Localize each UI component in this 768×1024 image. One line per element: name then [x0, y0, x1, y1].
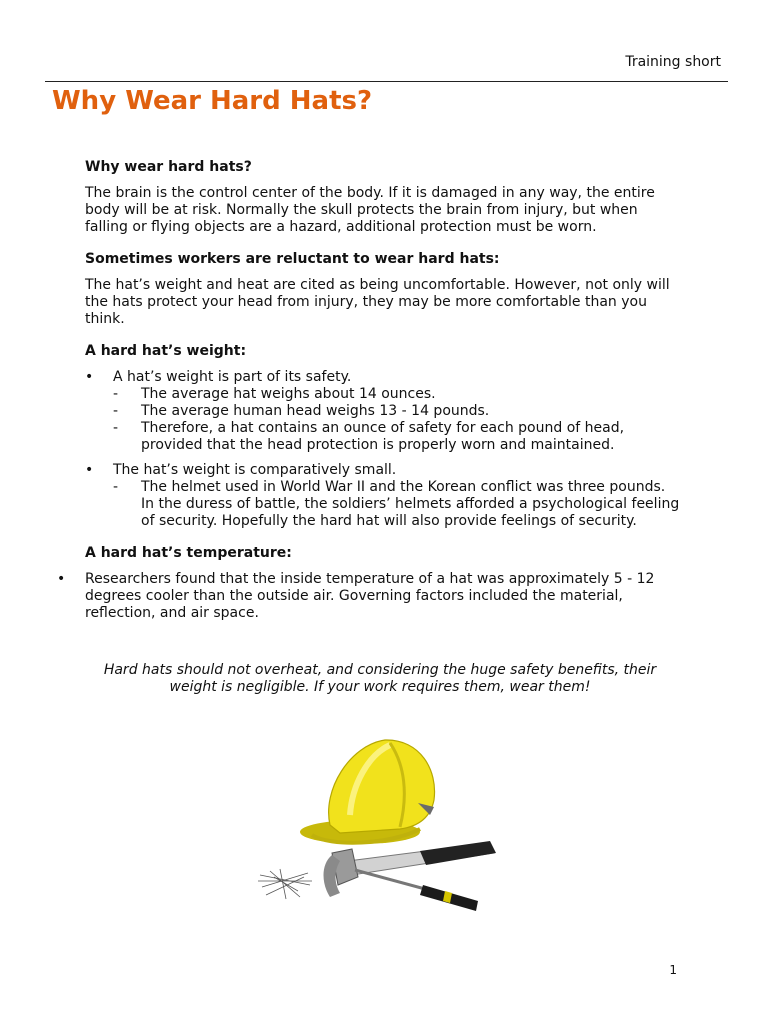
sub-item-text: The average hat weighs about 14 ounces.: [141, 386, 436, 402]
page-title: Why Wear Hard Hats?: [52, 86, 373, 116]
document-body: [57, 159, 680, 622]
sub-list: [113, 479, 680, 530]
dash-glyph: -: [113, 403, 119, 419]
screwdriver-icon: [355, 870, 478, 911]
section-heading-intro: Why wear hard hats?: [85, 159, 252, 175]
section-body-reluctant: The hat’s weight and heat are cited as being uncomfortable. However, not only will the hats protect your head from injury, they may be more comfortable than you think.: [85, 277, 670, 327]
closing-quote: Hard hats should not overheat, and considering the huge safety benefits, their weight is negligible. If your work requires them, wear them!: [103, 662, 657, 695]
sub-item-text: The average human head weighs 13 - 14 pounds.: [141, 403, 490, 419]
bullet-text: A hat’s weight is part of its safety.: [113, 369, 352, 385]
sub-list-item: [113, 403, 680, 420]
bullet-text: The hat’s weight is comparatively small.: [113, 462, 397, 478]
bullet-text: Researchers found that the inside temperature of a hat was approximately 5 - 12 degrees cooler than the outside air. Governing factors included the material, reflection, and air space.: [85, 571, 655, 621]
bullet-glyph: •: [85, 369, 94, 385]
section-body-intro: The brain is the control center of the body. If it is damaged in any way, the entire body will be at risk. Normally the skull protects the brain from injury, but when falling or flying objects are a hazard, additional protection must be worn.: [85, 185, 655, 235]
hard-hat-tools-illustration: [240, 725, 515, 925]
list-item: [57, 571, 680, 622]
bullet-glyph: •: [85, 462, 94, 478]
sub-list-item: [113, 479, 680, 530]
sub-item-text: Therefore, a hat contains an ounce of safety for each pound of head, provided that the head protection is properly worn and maintained.: [141, 420, 625, 453]
sub-list: [113, 386, 680, 454]
nails-icon: [258, 869, 312, 899]
sub-item-text: The helmet used in World War II and the Korean conflict was three pounds. In the duress of battle, the soldiers’ helmets afforded a psychological feeling of security. Hopefully the hard hat will also provide feelings of security.: [141, 479, 680, 529]
weight-bullet-list: [85, 369, 680, 530]
header-divider: [45, 81, 728, 82]
sub-list-item: [113, 386, 680, 403]
section-heading-temperature: A hard hat’s temperature:: [85, 545, 292, 561]
section-heading-weight: A hard hat’s weight:: [85, 343, 247, 359]
bullet-glyph: •: [57, 571, 66, 587]
list-item: [85, 462, 680, 530]
sub-list-item: [113, 420, 680, 454]
hard-hat-icon: [300, 740, 435, 844]
page-number: 1: [669, 963, 677, 977]
document-header-label: Training short: [625, 54, 721, 70]
hammer-icon: [324, 841, 497, 897]
dash-glyph: -: [113, 386, 119, 402]
dash-glyph: -: [113, 420, 119, 436]
section-heading-reluctant: Sometimes workers are reluctant to wear hard hats:: [85, 251, 500, 267]
dash-glyph: -: [113, 479, 119, 495]
list-item: [85, 369, 680, 454]
